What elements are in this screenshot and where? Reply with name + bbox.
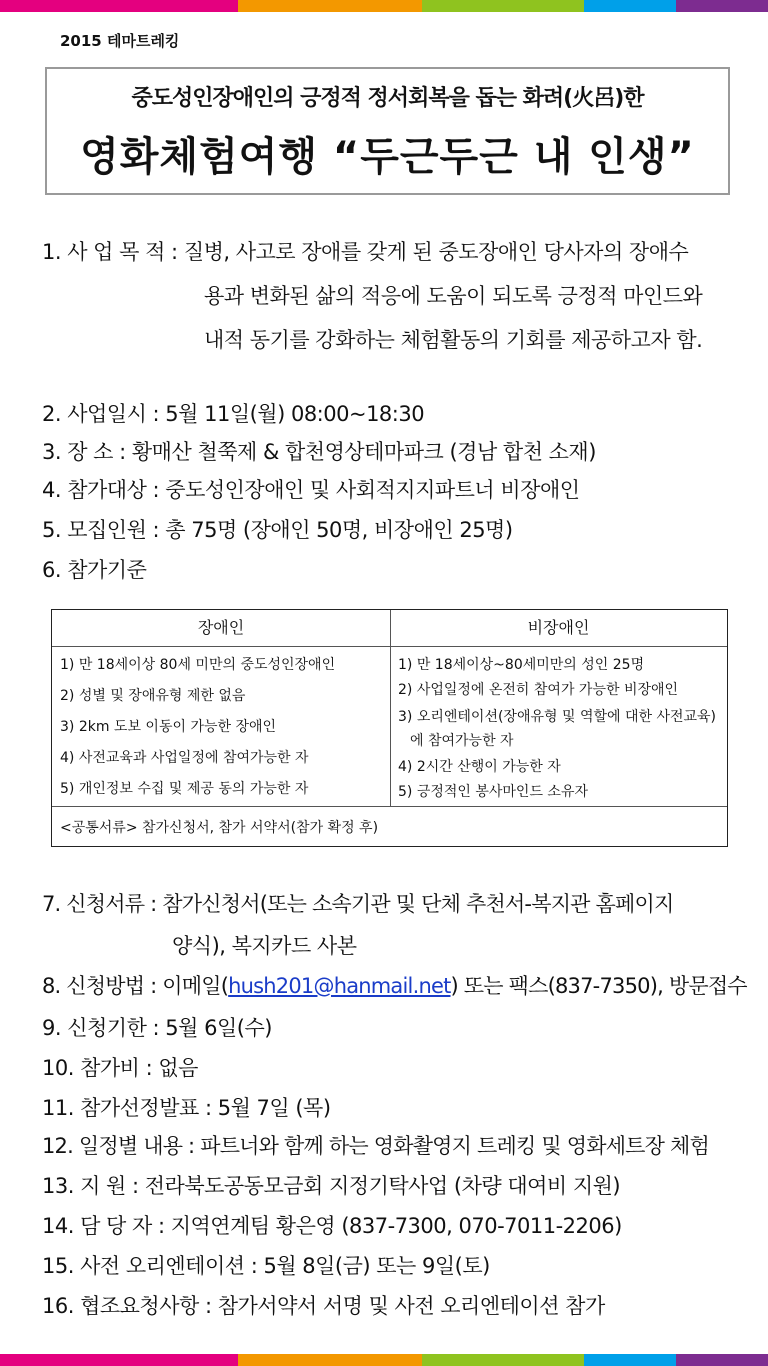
target-item: 4. 참가대상 : 중도성인장애인 및 사회적지지파트너 비장애인 xyxy=(42,478,580,502)
disabled-criterion: 2) 성별 및 장애유형 제한 없음 xyxy=(60,688,246,704)
title-box xyxy=(45,67,730,195)
contact-item: 14. 담 당 자 : 지역연계팀 황은영 (837-7300, 070-7011-2206) xyxy=(42,1214,622,1238)
nondisabled-column-header: 비장애인 xyxy=(527,618,590,637)
nondisabled-criterion: 5) 긍정적인 봉사마인드 소유자 xyxy=(398,784,589,800)
email-link[interactable]: hush201@hanmail.net xyxy=(228,974,451,998)
main-title: 영화체험여행 “두근두근 내 인생” xyxy=(80,134,695,180)
purpose-text-2: 용과 변화된 삶의 적응에 도움이 되도록 긍정적 마인드와 xyxy=(204,284,703,308)
disabled-criterion: 1) 만 18세이상 80세 미만의 중도성인장애인 xyxy=(60,657,336,673)
disabled-criterion: 5) 개인정보 수집 및 제공 동의 가능한 자 xyxy=(60,781,309,797)
announce-item: 11. 참가선정발표 : 5월 7일 (목) xyxy=(42,1096,331,1120)
year-label: 2015 테마트레킹 xyxy=(60,32,180,50)
place-item: 3. 장 소 : 황매산 철쭉제 & 합천영상테마파크 (경남 합천 소재) xyxy=(42,440,596,464)
purpose-text-3: 내적 동기를 강화하는 체험활동의 기회를 제공하고자 함. xyxy=(204,328,703,352)
common-documents: <공통서류> 참가신청서, 참가 서약서(참가 확정 후) xyxy=(60,820,379,836)
purpose-text-1: 질병, 사고로 장애를 갖게 된 중도장애인 당사자의 장애수 xyxy=(183,240,689,264)
recruit-item: 5. 모집인원 : 총 75명 (장애인 50명, 비장애인 25명) xyxy=(42,518,513,542)
documents-item: 7. 신청서류 : 참가신청서(또는 소속기관 및 단체 추천서-복지관 홈페이지 xyxy=(42,892,674,916)
schedule-item: 12. 일정별 내용 : 파트너와 함께 하는 영화촬영지 트레킹 및 영화세트장 체험 xyxy=(42,1134,709,1158)
support-item: 13. 지 원 : 전라북도공동모금회 지정기탁사업 (차량 대여비 지원) xyxy=(42,1174,621,1198)
nondisabled-criterion: 3) 오리엔테이션(장애유형 및 역할에 대한 사전교육) xyxy=(398,709,717,725)
subtitle: 중도성인장애인의 긍정적 정서회복을 돕는 화려(火呂)한 xyxy=(131,86,644,111)
criteria-table xyxy=(51,609,728,847)
purpose-item xyxy=(42,236,688,266)
criteria-heading: 6. 참가기준 xyxy=(42,558,147,582)
nondisabled-criterion: 에 참여가능한 자 xyxy=(410,733,514,749)
documents-item-cont: 양식), 복지카드 사본 xyxy=(172,934,357,958)
disabled-column-header: 장애인 xyxy=(197,618,245,637)
orientation-item: 15. 사전 오리엔테이션 : 5월 8일(금) 또는 9일(토) xyxy=(42,1254,490,1278)
bottom-color-stripe xyxy=(0,1354,768,1366)
method-item: 8. 신청방법 : 이메일(hush201@hanmail.net) 또는 팩스(837-7350), 방문접수 xyxy=(42,974,747,998)
request-item: 16. 협조요청사항 : 참가서약서 서명 및 사전 오리엔테이션 참가 xyxy=(42,1294,605,1318)
nondisabled-criterion: 2) 사업일정에 온전히 참여가 가능한 비장애인 xyxy=(398,682,679,698)
nondisabled-criterion: 4) 2시간 산행이 가능한 자 xyxy=(398,759,561,775)
disabled-criterion: 3) 2km 도보 이동이 가능한 장애인 xyxy=(60,719,277,735)
disabled-criterion: 4) 사전교육과 사업일정에 참여가능한 자 xyxy=(60,750,309,766)
top-color-stripe xyxy=(0,0,768,12)
fee-item: 10. 참가비 : 없음 xyxy=(42,1056,198,1080)
purpose-label: 1. 사 업 목 적 : xyxy=(42,240,184,264)
nondisabled-criterion: 1) 만 18세이상~80세미만의 성인 25명 xyxy=(398,657,645,673)
datetime-item: 2. 사업일시 : 5월 11일(월) 08:00~18:30 xyxy=(42,402,425,426)
deadline-item: 9. 신청기한 : 5월 6일(수) xyxy=(42,1016,272,1040)
